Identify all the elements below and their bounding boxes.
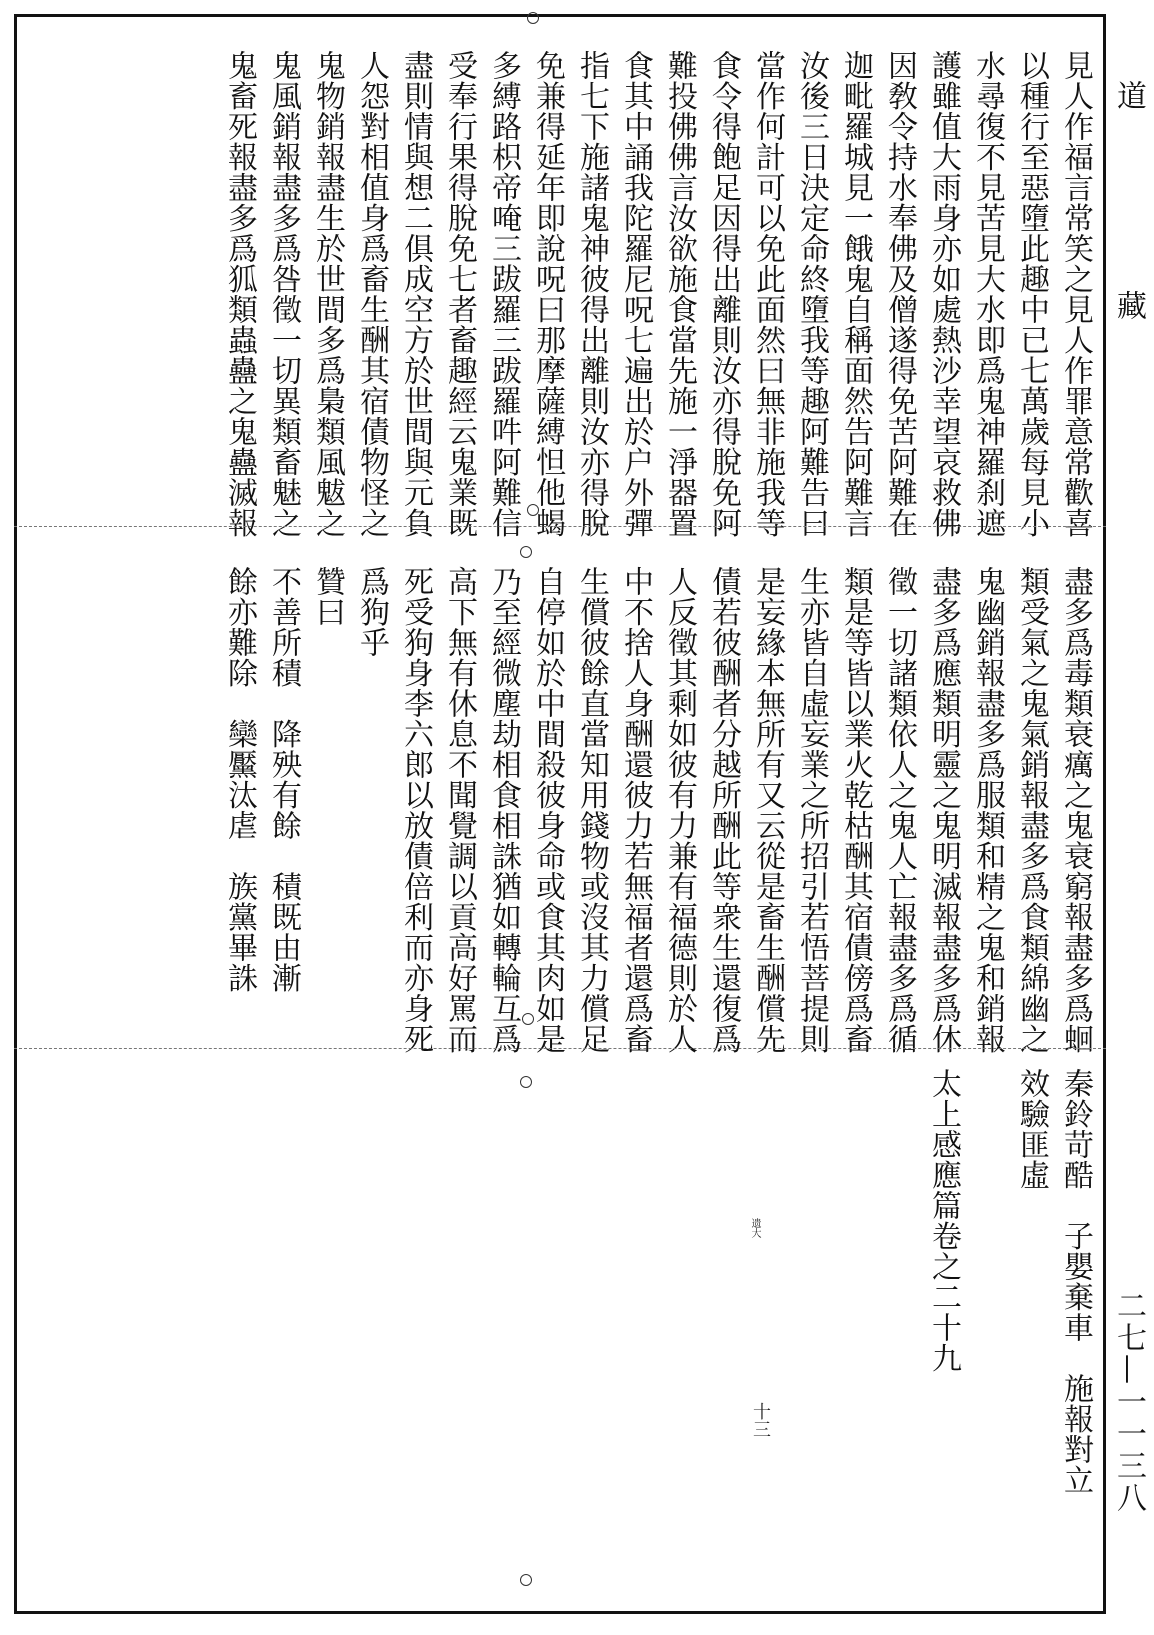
text-block-lower [60,1068,1098,1528]
text-block-upper [60,50,1098,538]
text-column: 汝後三日決定命終墮我等趣阿難告曰 [794,50,829,538]
text-column: 以種行至惡墮此趣中已七萬歲每見小 [1014,50,1049,538]
text-column: 食令得飽足因得出離則汝亦得脫免阿 [706,50,741,538]
section-divider-1 [14,526,1106,527]
text-column: 類是等皆以業火乾枯酬其宿債傍爲畜 [838,566,873,1054]
text-column: 鬼物銷報盡生於世間多爲梟類風魃之 [310,50,345,538]
text-column: 護雖值大雨身亦如處熱沙幸望哀救佛 [926,50,961,538]
text-column: 盡則情與想二俱成空方於世間與元負 [398,50,433,538]
binding-hole-mark [520,1076,532,1088]
text-column: 乃至經微塵劫相食相誅猶如轉輪互爲 [486,566,521,1054]
text-column: 食其中誦我陀羅尼呪七遍出於户外彈 [618,50,653,538]
text-column: 贊曰 [310,566,345,627]
collection-title-char-1: 道 [1111,80,1146,110]
text-column: 秦鈴苛酷 子嬰棄車 施報對立 [1058,1068,1093,1495]
text-column: 中不捨人身酬還彼力若無福者還爲畜 [618,566,653,1054]
text-column: 鬼幽銷報盡多爲服類和精之鬼和銷報 [970,566,1005,1054]
text-column: 見人作福言常笑之見人作罪意常歡喜 [1058,50,1093,538]
text-column: 人怨對相值身爲畜生酬其宿債物怪之 [354,50,389,538]
collection-title-char-2: 藏 [1111,290,1146,320]
text-column: 盡多爲應類明靈之鬼明滅報盡多爲休 [926,566,961,1054]
text-column: 是妄緣本無所有又云從是畜生酬償先 [750,566,785,1054]
text-column: 因敎令持水奉佛及僧遂得免苦阿難在 [882,50,917,538]
text-column: 迦毗羅城見一餓鬼自稱面然告阿難言 [838,50,873,538]
binding-hole-mark [520,1574,532,1586]
text-column: 盡多爲毒類衰癘之鬼衰窮報盡多爲蛔 [1058,566,1093,1054]
text-column: 難投佛佛言汝欲施食當先施一淨器置 [662,50,697,538]
text-column: 徵一切諸類依人之鬼人亡報盡多爲循 [882,566,917,1054]
text-column: 受奉行果得脫免七者畜趣經云鬼業既 [442,50,477,538]
text-column: 債若彼酬者分越所酬此等衆生還復爲 [706,566,741,1054]
text-column: 人反徵其剩如彼有力兼有福德則於人 [662,566,697,1054]
text-column: 當作何計可以免此面然曰無非施我等 [750,50,785,538]
text-column [966,1068,1010,1528]
text-column: 免兼得延年即說呪曰那摩薩縛怛他蝎 [530,50,565,538]
text-column: 類受氣之鬼氣銷報盡多爲食類綿幽之 [1014,566,1049,1054]
folio-mark: 十三 [750,1402,771,1438]
text-column: 鬼畜死報盡多爲狐類蟲蠱之鬼蠱滅報 [222,50,257,538]
text-column: 太上感應篇卷之二十九 [926,1068,961,1373]
text-column: 不善所積 降殃有餘 積既由漸 [266,566,301,993]
text-column: 自停如於中間殺彼身命或食其肉如是 [530,566,565,1054]
binding-hole-mark [527,12,539,24]
text-column: 生亦皆自虛妄業之所招引若悟菩提則 [794,566,829,1054]
text-column: 高下無有休息不聞覺調以貢高好罵而 [442,566,477,1054]
text-column: 餘亦難除 欒黶汰虐 族黨畢誅 [222,566,257,993]
section-divider-2 [14,1048,1106,1049]
text-column: 生償彼餘直當知用錢物或沒其力償足 [574,566,609,1054]
text-column: 鬼風銷報盡多爲咎徵一切異類畜魅之 [266,50,301,538]
binding-hole-mark [522,1013,534,1025]
text-column: 死受狗身李六郎以放債倍利而亦身死 [398,566,433,1054]
margin-note: 遗大 [749,1218,760,1238]
text-column: 爲狗乎 [354,566,389,658]
text-column: 水尋復不見苦見大水即爲鬼神羅刹遮 [970,50,1005,538]
text-column: 指七下施諸鬼神彼得出離則汝亦得脫 [574,50,609,538]
binding-hole-mark [520,546,532,558]
page-number: 二七—一一三八 [1111,1290,1146,1514]
binding-hole-mark [527,504,539,516]
text-column: 效驗匪虛 [1014,1068,1049,1190]
text-block-middle [60,566,1098,1054]
text-column: 多縛路枳帝唵三跋羅三跋羅吽阿難信 [486,50,521,538]
